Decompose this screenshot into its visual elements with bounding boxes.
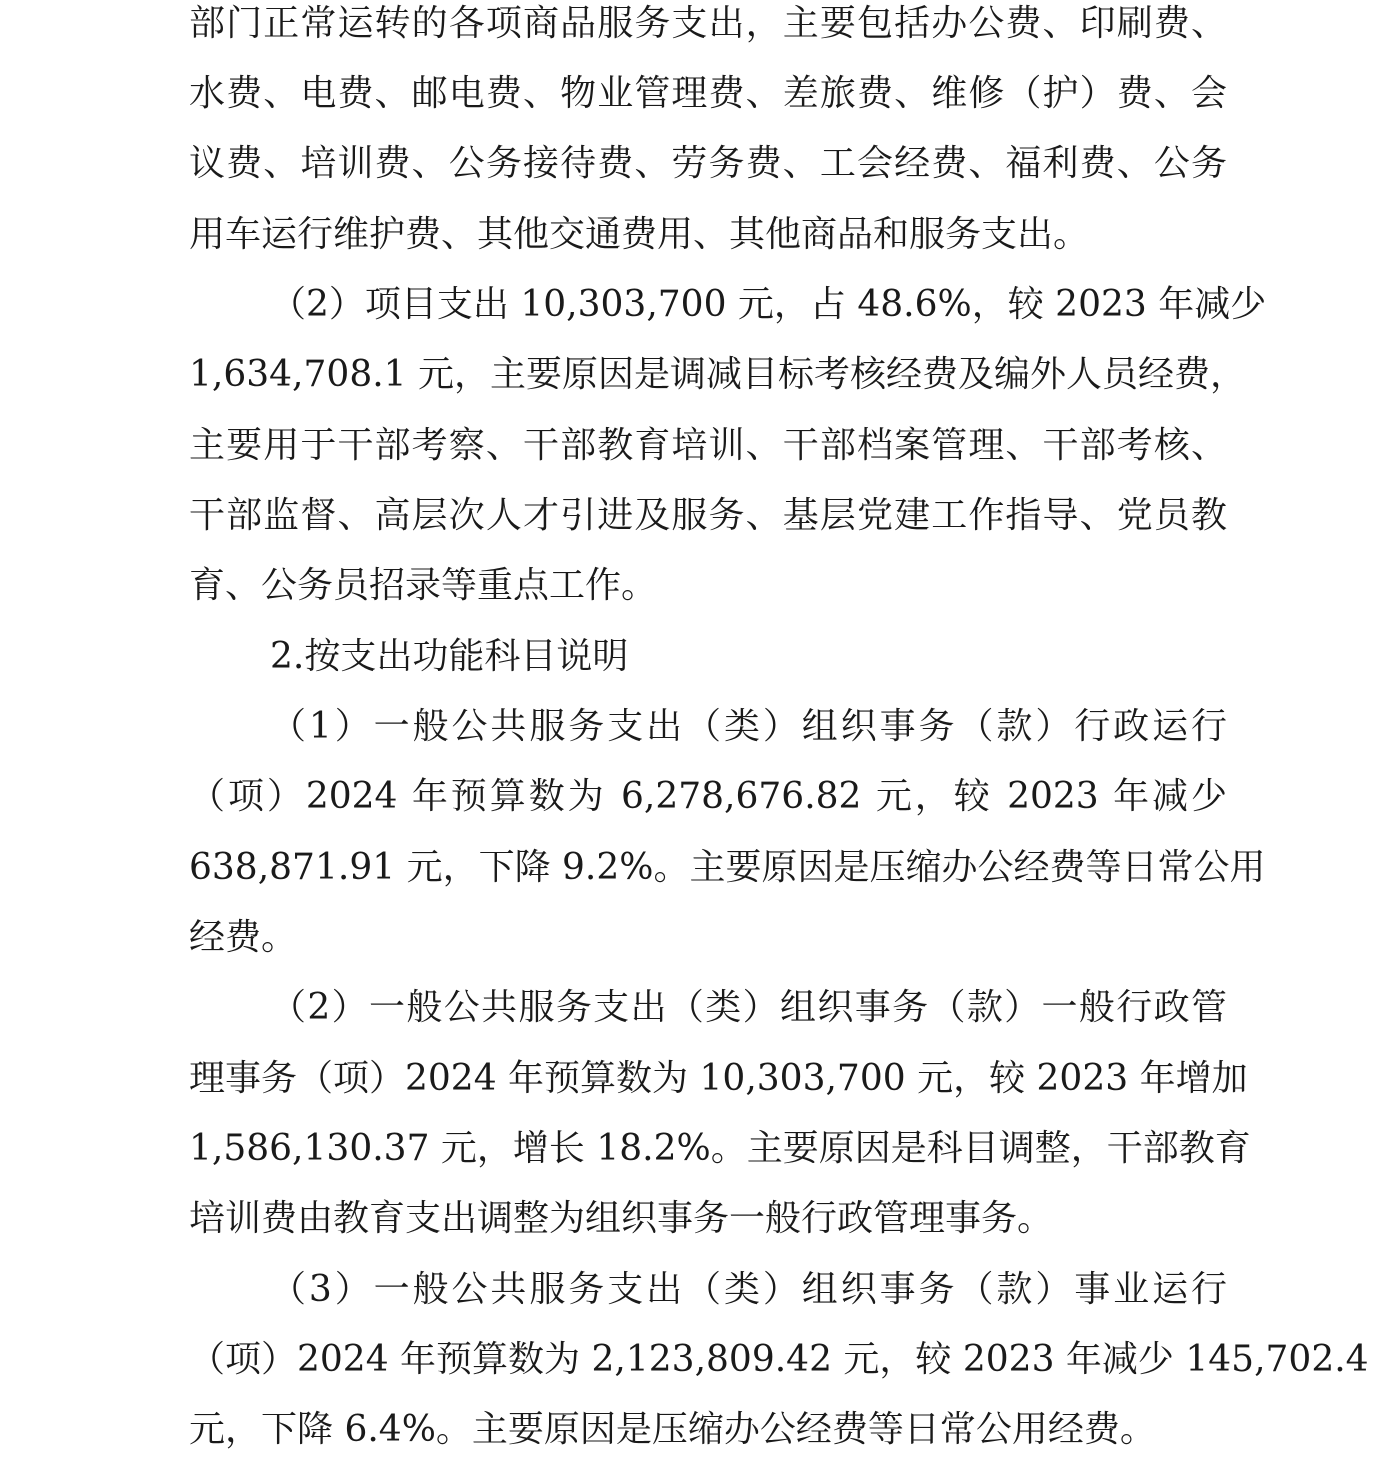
text-line: （2）一般公共服务支出（类）组织事务（款）一般行政管 — [270, 987, 1227, 1028]
text-line: 议费、培训费、公务接待费、劳务费、工会经费、福利费、公务 — [189, 143, 1227, 184]
text-line: 1,634,708.1 元，主要原因是调减目标考核经费及编外人员经费， — [189, 354, 1247, 395]
text-line: 育、公务员招录等重点工作。 — [189, 565, 658, 606]
text-line: （1）一般公共服务支出（类）组织事务（款）行政运行 — [270, 706, 1227, 747]
text-line: 638,871.91 元，下降 9.2%。主要原因是压缩办公经费等日常公用 — [189, 847, 1266, 888]
text-line: 元，下降 6.4%。主要原因是压缩办公经费等日常公用经费。 — [189, 1409, 1156, 1450]
text-line: （3）一般公共服务支出（类）组织事务（款）事业运行 — [270, 1269, 1227, 1310]
text-line: 干部监督、高层次人才引进及服务、基层党建工作指导、党员教 — [189, 495, 1227, 536]
text-line: 培训费由教育支出调整为组织事务一般行政管理事务。 — [189, 1198, 1054, 1239]
section-heading: 2.按支出功能科目说明 — [270, 636, 629, 677]
text-line: 部门正常运转的各项商品服务支出，主要包括办公费、印刷费、 — [189, 3, 1227, 44]
text-line: 主要用于干部考察、干部教育培训、干部档案管理、干部考核、 — [189, 425, 1227, 466]
text-line: 理事务（项）2024 年预算数为 10,303,700 元，较 2023 年增加 — [189, 1058, 1248, 1099]
text-line: （项）2024 年预算数为 2,123,809.42 元，较 2023 年减少 145,702.4 — [189, 1339, 1369, 1380]
text-line: 经费。 — [189, 917, 298, 958]
text-line: 用车运行维护费、其他交通费用、其他商品和服务支出。 — [189, 214, 1090, 255]
text-line: （2）项目支出 10,303,700 元，占 48.6%，较 2023 年减少 — [270, 284, 1267, 325]
text-line: （项）2024 年预算数为 6,278,676.82 元，较 2023 年减少 — [189, 776, 1227, 817]
text-line: 水费、电费、邮电费、物业管理费、差旅费、维修（护）费、会 — [189, 73, 1227, 114]
text-line: 1,586,130.37 元，增长 18.2%。主要原因是科目调整，干部教育 — [189, 1128, 1251, 1169]
